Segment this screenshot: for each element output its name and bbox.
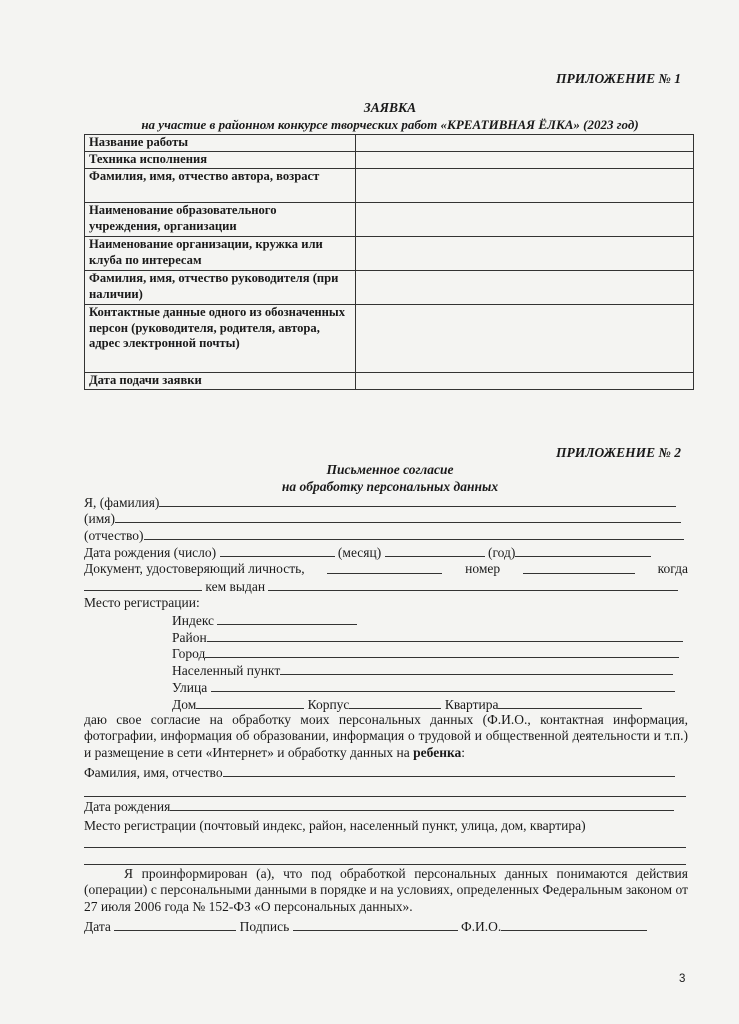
field-club[interactable] <box>356 237 694 271</box>
field-date[interactable] <box>356 373 694 390</box>
application-title: ЗАЯВКА <box>363 100 417 115</box>
field-technique[interactable] <box>356 152 694 169</box>
application-subtitle: на участие в районном конкурсе творческих работ «КРЕАТИВНАЯ ЁЛКА» (2023 год) <box>141 117 639 132</box>
row-label-contacts: Контактные данные одного из обозначенных персон (руководителя, родителя, автора, адрес электронной почты) <box>85 305 356 373</box>
child-dob-label: Дата рождения <box>84 799 171 814</box>
name-row <box>84 510 681 527</box>
issued-label: кем выдан <box>205 579 266 594</box>
application-form-table <box>84 134 694 390</box>
row-label-technique: Техника исполнения <box>85 152 356 169</box>
table-row <box>85 305 694 373</box>
fio-label: Ф.И.О. <box>461 919 502 934</box>
document-type-field[interactable] <box>327 561 442 574</box>
fio-field[interactable] <box>501 918 647 931</box>
document-date-field[interactable] <box>84 578 202 591</box>
apartment-field[interactable] <box>498 696 642 709</box>
table-row <box>85 373 694 390</box>
settlement-field[interactable] <box>280 662 673 675</box>
building-label: Корпус <box>307 697 350 712</box>
field-institution[interactable] <box>356 203 694 237</box>
child-reg-label: Место регистрации (почтовый индекс, район, населенный пункт, улица, дом, квартира) <box>84 818 586 833</box>
row-label-date: Дата подачи заявки <box>85 373 356 390</box>
field-contacts[interactable] <box>356 305 694 373</box>
patronymic-row <box>84 527 684 544</box>
settlement-label: Населенный пункт <box>172 663 281 678</box>
settlement-row <box>172 662 673 679</box>
date-label: Дата <box>84 919 111 934</box>
child-reg-line-2[interactable] <box>84 864 686 865</box>
city-field[interactable] <box>205 645 679 658</box>
issued-field[interactable] <box>268 578 678 591</box>
child-dob-row <box>84 798 674 815</box>
child-fio-row <box>84 764 675 781</box>
name-label: (имя) <box>84 511 115 526</box>
dob-month-field[interactable] <box>385 544 485 557</box>
street-field[interactable] <box>211 679 675 692</box>
row-label-work-title: Название работы <box>85 135 356 152</box>
patronymic-label: (отчество) <box>84 528 144 543</box>
index-field[interactable] <box>217 612 357 625</box>
street-label: Улица <box>172 680 208 695</box>
table-row <box>85 237 694 271</box>
table-row <box>85 271 694 305</box>
surname-field[interactable] <box>159 494 676 507</box>
child-fio-extra-line[interactable] <box>84 796 686 797</box>
building-field[interactable] <box>349 696 441 709</box>
index-label: Индекс <box>172 613 215 628</box>
signature-field[interactable] <box>293 918 458 931</box>
signature-row <box>84 918 647 935</box>
appendix-1-label: ПРИЛОЖЕНИЕ № 1 <box>556 71 682 86</box>
house-field[interactable] <box>196 696 304 709</box>
index-row <box>172 612 357 629</box>
document-row <box>84 561 688 577</box>
dob-day-label: Дата рождения (число) <box>84 545 217 560</box>
name-field[interactable] <box>115 510 681 523</box>
city-label: Город <box>172 646 206 661</box>
document-number-field[interactable] <box>523 561 635 574</box>
document-when-label: когда <box>657 561 688 576</box>
dob-month-label: (месяц) <box>337 545 382 560</box>
child-fio-label: Фамилия, имя, отчество <box>84 765 223 780</box>
row-label-author: Фамилия, имя, отчество автора, возраст <box>85 169 356 203</box>
consent-title: Письменное согласие <box>326 462 454 477</box>
field-author[interactable] <box>356 169 694 203</box>
consent-subtitle: на обработку персональных данных <box>281 479 499 494</box>
house-row <box>172 696 642 713</box>
street-row <box>172 679 675 696</box>
signature-label: Подпись <box>239 919 290 934</box>
dob-day-field[interactable] <box>220 544 335 557</box>
page-number: 3 <box>679 973 686 985</box>
district-label: Район <box>172 630 207 645</box>
child-fio-field[interactable] <box>223 764 675 777</box>
document-label: Документ, удостоверяющий личность, <box>84 561 305 576</box>
table-row <box>85 135 694 152</box>
district-field[interactable] <box>207 629 683 642</box>
apartment-label: Квартира <box>444 697 499 712</box>
date-field[interactable] <box>114 918 236 931</box>
field-work-title[interactable] <box>356 135 694 152</box>
dob-year-field[interactable] <box>515 544 651 557</box>
house-label: Дом <box>172 697 197 712</box>
registration-label: Место регистрации: <box>84 595 200 610</box>
issued-row <box>84 578 678 595</box>
row-label-club: Наименование организации, кружка или клуба по интересам <box>85 237 356 271</box>
surname-row <box>84 494 676 511</box>
surname-label: Я, (фамилия) <box>84 495 160 510</box>
table-row <box>85 203 694 237</box>
document-number-label: номер <box>465 561 501 576</box>
patronymic-field[interactable] <box>144 527 684 540</box>
consent-paragraph <box>84 712 688 761</box>
city-row <box>172 645 679 662</box>
district-row <box>172 629 683 646</box>
child-dob-field[interactable] <box>170 798 674 811</box>
dob-row <box>84 544 651 561</box>
child-reg-line-1[interactable] <box>84 847 686 848</box>
row-label-institution: Наименование образовательного учреждения, организации <box>85 203 356 237</box>
consent-colon: : <box>461 744 466 760</box>
child-word: ребенка <box>413 744 462 760</box>
table-row <box>85 169 694 203</box>
dob-year-label: (год) <box>487 545 516 560</box>
appendix-2-label: ПРИЛОЖЕНИЕ № 2 <box>556 445 682 460</box>
table-row <box>85 152 694 169</box>
informed-paragraph: Я проинформирован (а), что под обработкой персональных данных понимаются действия (операции) с персональными данными в порядке и на условиях, определенных Федеральным законом от 27 июля 2006 года № 152-ФЗ «О персональных данных». <box>84 866 688 914</box>
row-label-supervisor: Фамилия, имя, отчество руководителя (при наличии) <box>85 271 356 305</box>
consent-text: даю свое согласие на обработку моих персональных данных (Ф.И.О., контактная информация, фотографии, информация об образовании, информация о трудовой и общественной деятельности и т.п.) и размещение в сети «Интернет» и обработку данных на <box>84 712 688 760</box>
field-supervisor[interactable] <box>356 271 694 305</box>
